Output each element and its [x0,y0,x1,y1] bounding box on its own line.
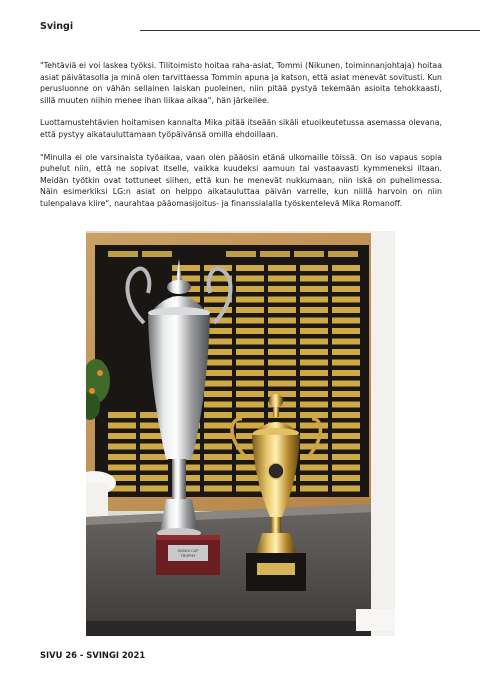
plaque-nameplate [332,276,360,282]
plaque-nameplate [236,297,264,303]
plaque-nameplate [300,370,328,376]
page-header [40,21,480,39]
plaque-nameplate [108,412,136,418]
plaque-nameplate [332,454,360,460]
plaque-nameplate [268,297,296,303]
plaque-nameplate [332,444,360,450]
plaque-nameplate [268,370,296,376]
section-title: Svingi [40,21,74,32]
wall-corner [371,231,395,636]
plaque-nameplate [332,297,360,303]
plaque-nameplate [332,391,360,397]
plaque-nameplate [300,423,328,429]
plaque-nameplate [236,318,264,324]
plaque-nameplate [300,318,328,324]
radiator [356,609,395,631]
plaque-nameplate [300,381,328,387]
plaque-nameplate [236,307,264,313]
plaque-nameplate [108,444,136,450]
plaque-nameplate [300,339,328,345]
plaque-nameplate [332,318,360,324]
plaque-nameplate [236,265,264,271]
plaque-nameplate [236,286,264,292]
plaque-nameplate [108,465,136,471]
plaque-nameplate [332,433,360,439]
plaque-nameplate [204,454,232,460]
plaque-nameplate [300,412,328,418]
plaque-nameplate [108,423,136,429]
plaque-nameplate [268,265,296,271]
plaque-nameplate [204,423,232,429]
plaque-nameplate [108,433,136,439]
plaque-nameplate [300,486,328,492]
plaque-nameplate [140,475,168,481]
plaque-nameplate [236,360,264,366]
plaque-nameplate [236,381,264,387]
plaque-nameplate [236,349,264,355]
plaque-nameplate [332,349,360,355]
plaque-nameplate [332,286,360,292]
plaque-nameplate [140,454,168,460]
plaque-nameplate [300,328,328,334]
plaque-nameplate [300,360,328,366]
plaque-nameplate [204,360,232,366]
plaque-nameplate [300,297,328,303]
plaque-nameplate [268,286,296,292]
trophy-plate-text: SVINGI CUP [177,549,199,553]
plaque-nameplate [236,328,264,334]
plaque-nameplate [332,370,360,376]
plaque-nameplate [268,318,296,324]
plaque-nameplate [332,486,360,492]
plaque-nameplate [332,402,360,408]
plaque-nameplate [268,360,296,366]
plaque-nameplate [268,276,296,282]
plaque-nameplate [204,486,232,492]
plaque-nameplate [332,465,360,471]
plaque-nameplate [204,475,232,481]
plaque-nameplate [204,391,232,397]
plaque-nameplate [236,423,264,429]
plaque-nameplate [300,276,328,282]
plaque-nameplate [300,433,328,439]
plaque-nameplate [332,265,360,271]
plaque-nameplate [332,423,360,429]
plaque-nameplate [236,370,264,376]
plaque-nameplate [332,360,360,366]
header-rule [140,30,480,31]
page-footer: SIVU 26 - SVINGI 2021 [40,650,146,660]
plaque-nameplate [268,339,296,345]
plaque-nameplate [204,465,232,471]
trophy-photo [86,231,395,636]
plaque-nameplate [300,454,328,460]
plaque-nameplate [204,381,232,387]
plaque-nameplate [204,444,232,450]
trophy-photo-illustration [86,231,395,636]
plaque-nameplate [332,307,360,313]
plaque-nameplate [140,465,168,471]
plaque-nameplate [332,412,360,418]
article-body [40,60,442,221]
plaque-nameplate [300,402,328,408]
plaque-nameplate [332,381,360,387]
plaque-nameplate [268,349,296,355]
plaque-nameplate [236,276,264,282]
paragraph-1: "Tehtäviä ei voi laskea työksi. Tilitoimisto hoitaa raha-asiat, Tommi (Nikunen, toiminnanjohtaja) hoitaa asiat päivätasolla ja minä olen tarvittaessa Tommin apuna ja katson, että asiat menevät sovitusti. Kun perusluonne on vähän sellainen laiskan puoleinen, niin pitää pystyä tekemään asioita tehokkaasti, sillä muuten niihin menee ihan liikaa aikaa", hän järkeilee. [40,61,442,105]
plaque-nameplate [268,381,296,387]
plaque-nameplate [108,454,136,460]
plaque-nameplate [300,265,328,271]
plaque-nameplate [268,328,296,334]
plaque-nameplate [172,265,200,271]
plaque-nameplate [300,391,328,397]
plaque-nameplate [300,286,328,292]
plaque-nameplate [236,339,264,345]
plaque-nameplate [204,370,232,376]
svg-text:TROPHY: TROPHY [180,554,196,558]
plaque-nameplate [204,412,232,418]
sideboard [86,503,395,636]
plaque-nameplate [236,402,264,408]
plaque-nameplate [204,402,232,408]
plaque-nameplate [300,307,328,313]
plaque-nameplate [332,475,360,481]
plaque-nameplate [204,433,232,439]
plaque-nameplate [140,486,168,492]
paragraph-3: "Minulla ei ole varsinaista työaikaa, vaan olen pääosin etänä ulkomaille töissä. On iso vapaus sopia puhelut niin, että ne sopivat itselle, vaikka kuudeksi aamuun tai vastaavasti kymmeneksi iltaan. Meidän työtkin ovat tottuneet siihen, että kun he menevät nukkumaan, niin iskä on puhelimessa. Näin esimerkiksi LG:n asiat on helppo aikatauluttaa päivän varrelle, kun niillä harvoin on niin tulenpalava kiire", naurahtaa pääomasijoitus- ja finanssialalla työskentelevä Mika Romanoff. [40,152,442,208]
plaque-nameplate [332,339,360,345]
plaque-nameplate [300,349,328,355]
plaque-nameplate [236,391,264,397]
plaque-nameplate [300,465,328,471]
paragraph-2: Luottamustehtävien hoitamisen kannalta Mika pitää itseään sikäli etuoikeutetussa asemassa olevana, että pystyy aikatauluttamaan työpäivänsä omilla ehdoillaan. [40,118,442,139]
plaque-nameplate [268,307,296,313]
plaque-nameplate [268,412,296,418]
plaque-nameplate [300,475,328,481]
plaque-nameplate [332,328,360,334]
